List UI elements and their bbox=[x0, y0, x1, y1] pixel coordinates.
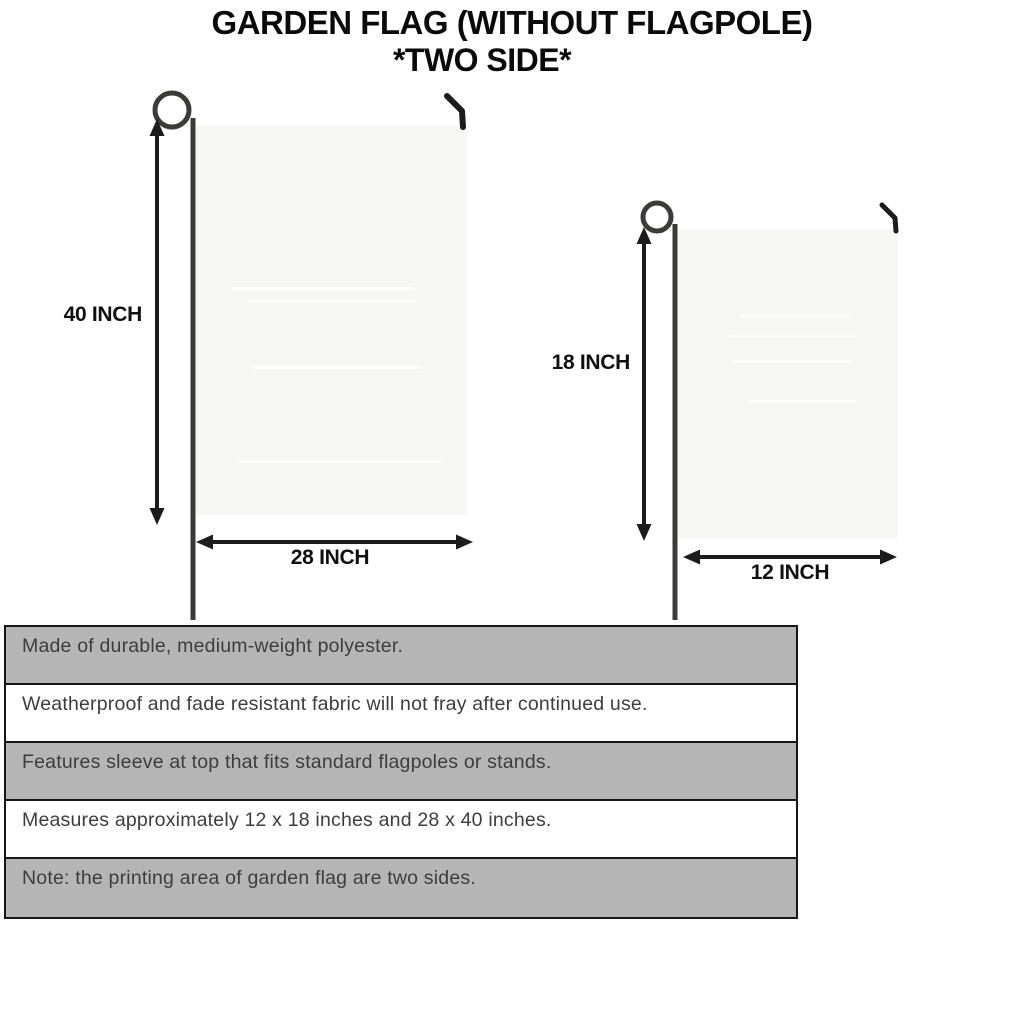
small-flagpole-hook-icon bbox=[882, 205, 896, 231]
small-flag-fabric bbox=[678, 230, 898, 538]
small-flag-width-label: 12 INCH bbox=[750, 561, 830, 584]
feature-row-sleeve: Features sleeve at top that fits standard flagpoles or stands. bbox=[6, 743, 796, 801]
feature-row-weatherproof: Weatherproof and fade resistant fabric will not fray after continued use. bbox=[6, 685, 796, 743]
feature-row-measurements: Measures approximately 12 x 18 inches and 28 x 40 inches. bbox=[6, 801, 796, 859]
small-flagpole-loop-icon bbox=[643, 203, 671, 231]
page-title: GARDEN FLAG (WITHOUT FLAGPOLE) bbox=[211, 4, 813, 41]
small-height-arrow-icon bbox=[637, 227, 652, 541]
large-flag-height-label: 40 INCH bbox=[63, 303, 142, 326]
page-subtitle: *TWO SIDE* bbox=[392, 42, 572, 78]
feature-row-material: Made of durable, medium-weight polyester. bbox=[6, 627, 796, 685]
feature-table bbox=[4, 625, 798, 919]
small-flag-group bbox=[637, 203, 899, 620]
large-flag-fabric bbox=[196, 126, 467, 515]
large-flag-group bbox=[150, 93, 474, 620]
large-flag-width-label: 28 INCH bbox=[290, 546, 370, 569]
large-flagpole-loop-icon bbox=[155, 93, 189, 127]
large-flagpole-hook-icon bbox=[447, 96, 463, 127]
large-height-arrow-icon bbox=[150, 119, 165, 525]
small-flag-height-label: 18 INCH bbox=[551, 351, 630, 374]
feature-row-note: Note: the printing area of garden flag are two sides. bbox=[6, 859, 796, 917]
